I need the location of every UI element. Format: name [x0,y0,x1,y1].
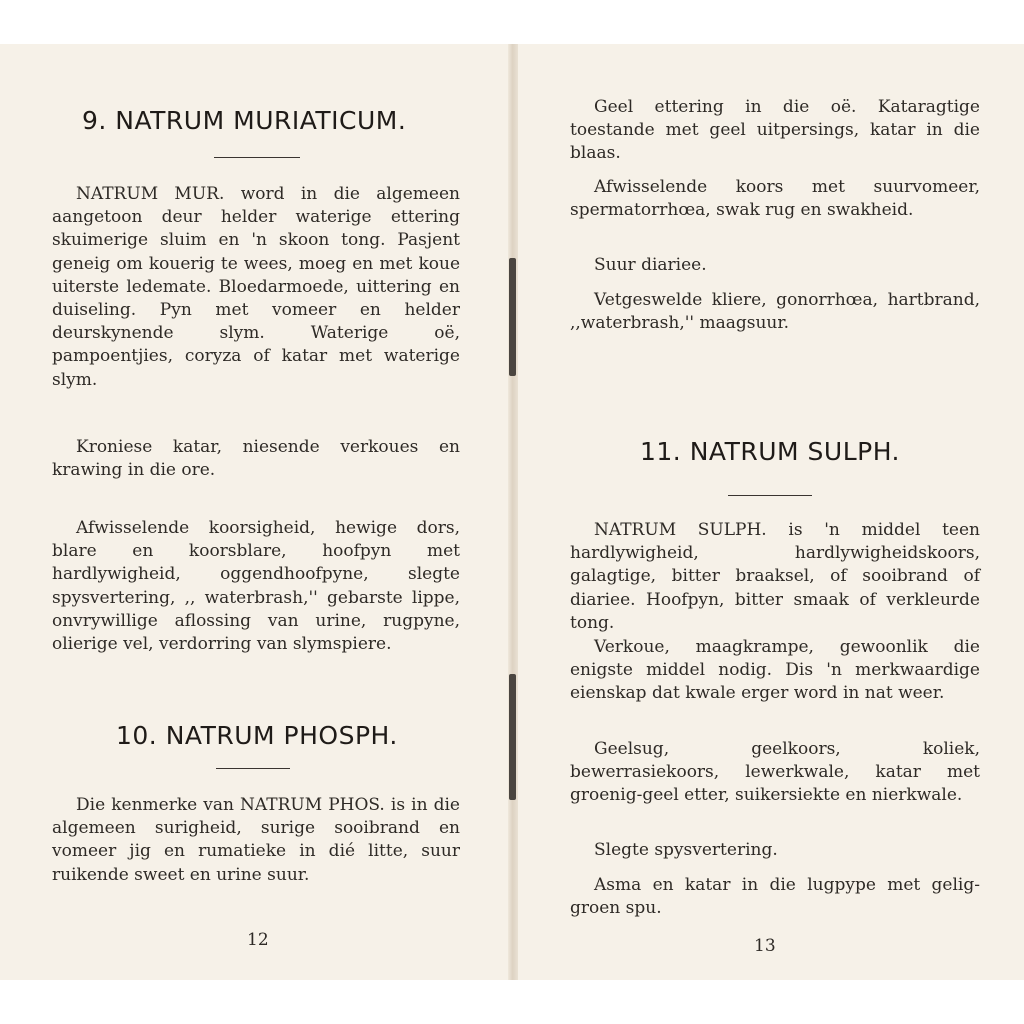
paragraph: NATRUM MUR. word in die algemeen aangetoon deur helder waterige ettering skuimerige sluim en 'n skoon tong. Pasjent geneig om kouerig te wees, moeg en met koue uiterste ledemate. Bloedarmoede, uittering en duiseling. Pyn met vomeer en helder deurskynende slym. Waterige oë, pampoentjies, coryza of katar met waterige slym. [52,184,460,390]
heading-natrum-sulph: 11. NATRUM SULPH. [640,437,901,466]
left-page [0,44,510,980]
staple [509,258,516,376]
paragraph: Verkoue, maagkrampe, gewoonlik die enigste middel nodig. Dis 'n merkwaardige eienskap dat kwale erger word in nat weer. [570,637,980,704]
page-number: 12 [247,930,269,950]
paragraph: Kroniese katar, niesende verkoues en krawing in die ore. [52,437,460,481]
paragraph: Slegte spysvertering. [594,840,778,860]
paragraph: Afwisselende koorsigheid, hewige dors, blare en koorsblare, hoofpyn met hardlywigheid, oggendhoofpyne, slegte spysvertering, ,, waterbrash,'' gebarste lippe, onvrywillige aflossing van urine, rugpyne, olierige vel, verdorring van slymspiere. [52,518,460,655]
paragraph: Geelsug, geelkoors, koliek, bewerrasiekoors, lewerkwale, katar met groenig-geel etter, suikersiekte en nierkwale. [570,739,980,806]
heading-natrum-phosph: 10. NATRUM PHOSPH. [116,721,398,750]
heading-rule [214,157,300,158]
right-page [516,44,1024,980]
heading-rule [216,768,290,769]
staple [509,674,516,800]
heading-rule [728,495,812,496]
paragraph: Geel ettering in die oë. Kataragtige toestande met geel uitpersings, katar in die blaas. [570,97,980,164]
paragraph: Afwisselende koors met suurvomeer, spermatorrhœa, swak rug en swakheid. [570,177,980,221]
page-number: 13 [754,936,776,956]
booklet-spread [0,44,1024,980]
paragraph: Vetgeswelde kliere, gonorrhœa, hartbrand, ,,waterbrash,'' maagsuur. [570,290,980,334]
paragraph: NATRUM SULPH. is 'n middel teen hardlywigheid, hardlywigheidskoors, galagtige, bitter braaksel, of sooibrand of diariee. Hoofpyn, bitter smaak of verkleurde tong. [570,520,980,633]
heading-natrum-muriaticum: 9. NATRUM MURIATICUM. [82,106,407,135]
paragraph: Asma en katar in die lugpype met gelig-groen spu. [570,875,980,919]
paragraph: Suur diariee. [594,255,707,275]
paragraph: Die kenmerke van NATRUM PHOS. is in die algemeen surigheid, surige sooibrand en vomeer jig en rumatieke in dié litte, suur ruikende sweet en urine suur. [52,795,460,885]
